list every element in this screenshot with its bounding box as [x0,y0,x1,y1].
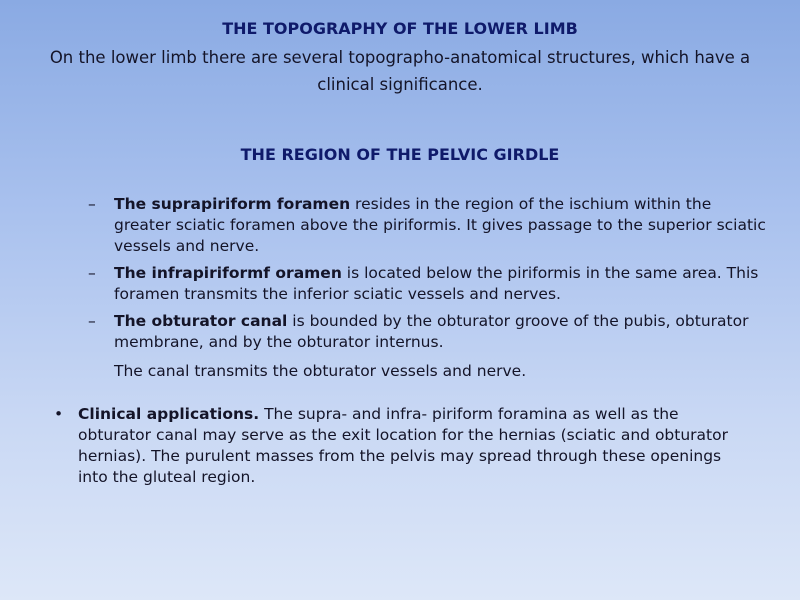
slide-title: THE TOPOGRAPHY OF THE LOWER LIMB [222,19,578,38]
clinical-list [52,404,742,488]
desc-obturator-canal: is bounded by the obturator groove of the pubis, obturator membrane, and by the obturator internus. [114,312,749,351]
list-item-infrapiriform [88,263,768,305]
list-item-clinical [52,404,742,488]
dash-marker: – [88,264,96,282]
section-heading: THE REGION OF THE PELVIC GIRDLE [240,145,560,164]
term-clinical: Clinical applications. [78,405,260,423]
desc-infrapiriform: is located below the piriformis in the same area. This foramen transmits the inferior sciatic vessels and nerves. [114,264,759,303]
list-item-suprapiriform [88,194,768,257]
intro-text: On the lower limb there are several topographo-anatomical structures, which have a clinical significance. [49,48,751,94]
dash-marker: – [88,312,96,330]
bullet-marker: • [54,405,64,423]
desc-clinical: The supra- and infra- piriform foramina as well as the obturator canal may serve as the exit location for the hernias (sciatic and obturator hernias). The purulent masses from the pelvis may spread through these openings into the gluteal region. [78,405,728,486]
term-suprapiriform: The suprapiriform foramen [114,195,351,213]
term-infrapiriform: The infrapiriformf oramen [114,264,342,282]
desc-suprapiriform: resides in the region of the ischium within the greater sciatic foramen above the piriformis. It gives passage to the superior sciatic vessels and nerve. [114,195,766,255]
list-item-obturator-canal [88,311,768,353]
foramina-list [88,194,768,359]
dash-marker: – [88,195,96,213]
term-obturator-canal: The obturator canal [114,312,288,330]
canal-note: The canal transmits the obturator vessels and nerve. [114,362,527,380]
